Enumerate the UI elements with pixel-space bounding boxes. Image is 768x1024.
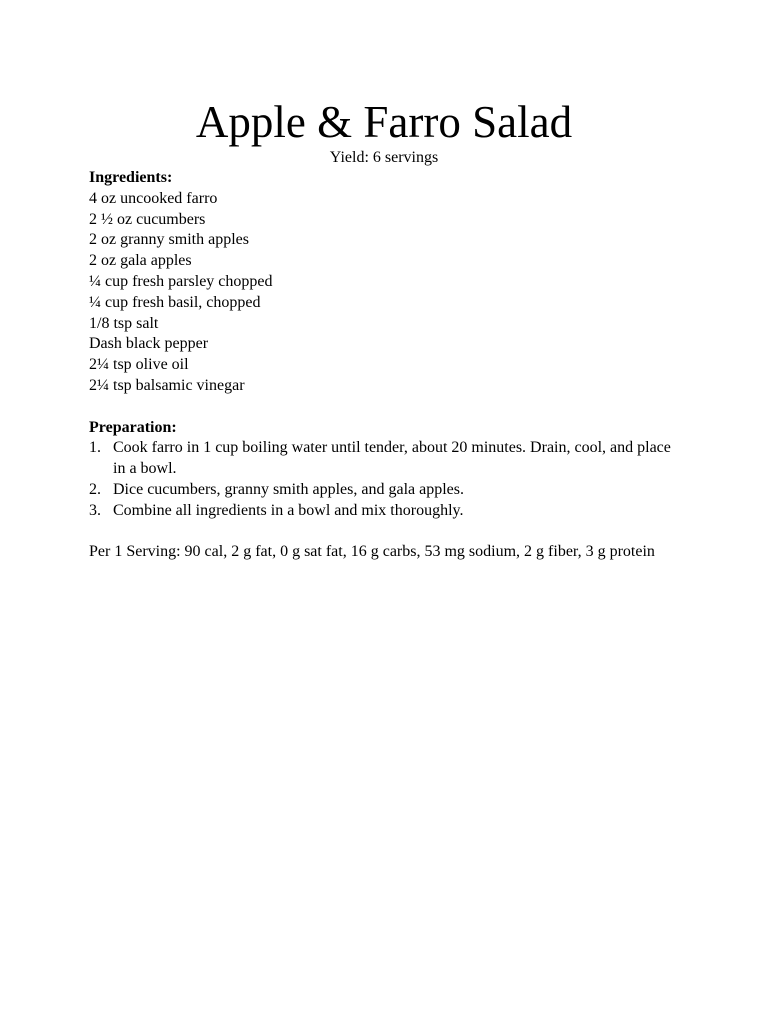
- step-text: Combine all ingredients in a bowl and mix thoroughly.: [113, 501, 464, 519]
- ingredient-item: 1/8 tsp salt: [89, 314, 159, 332]
- ingredient-item: 2¼ tsp balsamic vinegar: [89, 376, 245, 394]
- step-number: 1.: [89, 439, 101, 457]
- ingredient-item: 2 oz gala apples: [89, 252, 192, 270]
- preparation-step: [89, 438, 683, 480]
- preparation-step: [89, 480, 683, 501]
- preparation-steps: [89, 438, 689, 521]
- section-gap: [89, 397, 689, 418]
- ingredient-item: 4 oz uncooked farro: [89, 189, 218, 207]
- recipe-body: [89, 168, 689, 563]
- step-text: Dice cucumbers, granny smith apples, and gala apples.: [113, 480, 464, 498]
- nutrition-info: Per 1 Serving: 90 cal, 2 g fat, 0 g sat fat, 16 g carbs, 53 mg sodium, 2 g fiber, 3 g protein: [89, 543, 655, 561]
- ingredient-item: 2 ½ oz cucumbers: [89, 210, 206, 228]
- ingredient-item: Dash black pepper: [89, 335, 209, 353]
- ingredient-item: 2¼ tsp olive oil: [89, 356, 189, 374]
- recipe-yield: Yield: 6 servings: [329, 149, 439, 166]
- step-number: 3.: [89, 501, 101, 519]
- preparation-heading: Preparation:: [89, 418, 177, 436]
- ingredients-list: [89, 189, 689, 397]
- ingredient-item: ¼ cup fresh parsley chopped: [89, 272, 273, 290]
- step-text: Cook farro in 1 cup boiling water until tender, about 20 minutes. Drain, cool, and place in a bowl.: [113, 439, 671, 478]
- recipe-title: Apple & Farro Salad: [195, 97, 573, 147]
- ingredients-heading: Ingredients:: [89, 169, 173, 186]
- section-gap: [89, 522, 689, 543]
- ingredient-item: ¼ cup fresh basil, chopped: [89, 293, 261, 311]
- preparation-step: [89, 501, 683, 522]
- ingredient-item: 2 oz granny smith apples: [89, 231, 249, 249]
- step-number: 2.: [89, 480, 101, 498]
